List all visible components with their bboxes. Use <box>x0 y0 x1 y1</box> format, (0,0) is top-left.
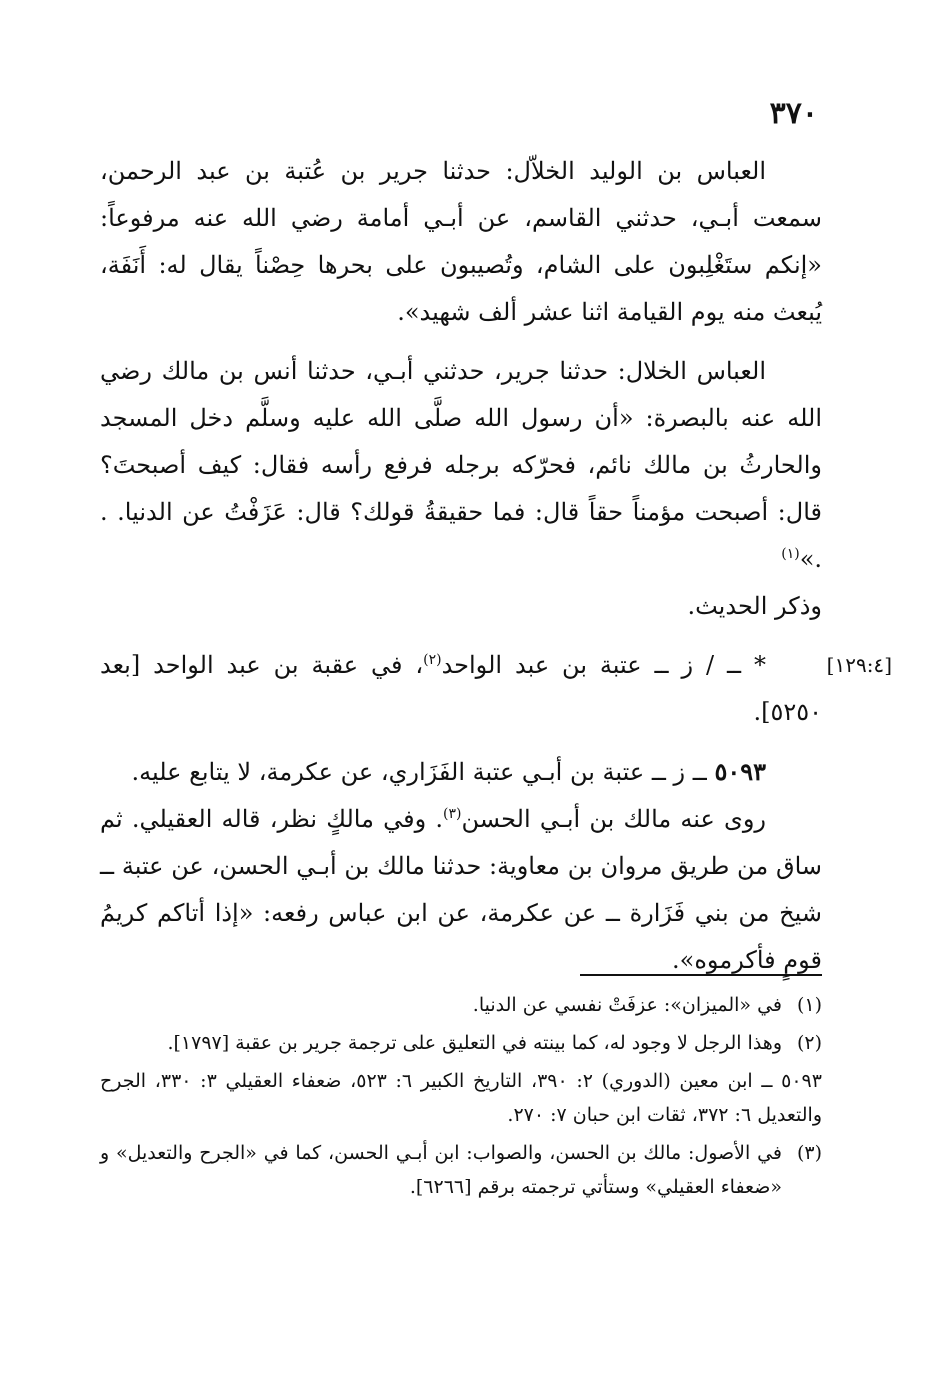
footnote-2 <box>100 1026 822 1060</box>
footnote-1 <box>100 988 822 1022</box>
footnote-ref-3: (٣) <box>443 806 462 822</box>
entry-5093 <box>100 748 822 984</box>
footnote-text: ابن معين (الدوري) ٢: ٣٩٠، التاريخ الكبير ٦: ٥٢٣، ضعفاء العقيلي ٣: ٣٣٠، الجرح والتعديل ٦: ٣٧٢، ثقات ابن حبان ٧: ٢٧٠. <box>100 1070 822 1126</box>
paragraph-text: العباس بن الوليد الخلاّل: حدثنا جرير بن عُتبة بن عبد الرحمن، سمعت أبـي، حدثني القاسم، عن أبـي أمامة رضي الله عنه مرفوعاً: «إنكم ستَغْلِبون على الشام، وتُصيبون على بحرها حِصْناً يقال له: أَنَفَة، يُبعث منه يوم القيامة اثنا عشر ألف شهيد». <box>100 157 822 326</box>
entry-body <box>100 796 822 984</box>
footnote-ref-1: (١) <box>781 546 800 562</box>
footnote-number: (١) <box>796 994 822 1016</box>
entry-body-rest: . وفي مالكٍ نظر، قاله العقيلي. ثم ساق من طريق مروان بن معاوية: حدثنا مالك بن أبـي الحسن، عن عتبة ــ شيخ من بني فَزَارة ــ عن عكرمة، عن ابن عباس رفعه: «إذا أتاكم كريمُ قومٍ فأكرموه». <box>100 805 822 974</box>
footnote-number: (٢) <box>796 1032 822 1054</box>
footnote-ref-2: (٢) <box>423 652 442 668</box>
footnotes <box>100 988 822 1208</box>
main-text <box>100 148 892 996</box>
entry-heading-text: ــ ز ــ عتبة بن أبـي عتبة الفَزَاري، عن عكرمة، لا يتابع عليه. <box>131 758 707 786</box>
paragraph-text-end: وذكر الحديث. <box>687 592 822 620</box>
entry-text <box>100 642 822 736</box>
footnote-text: في «الميزان»: عزفَتْ نفسي عن الدنيا. <box>472 994 782 1016</box>
page-number: ٣٧٠ <box>769 96 818 131</box>
paragraph-text-body: العباس الخلال: حدثنا جرير، حدثني أبـي، حدثنا أنس بن مالك رضي الله عنه بالبصرة: «أن رسول الله صلَّى الله عليه وسلَّم دخل المسجد والحارثُ بن مالك نائم، فحرّكه برجله فرفع رأسه فقال: كيف أصبحتَ؟ قال: أصبحت مؤمناً حقاً قال: فما حقيقةُ قولك؟ قال: عَزَفْتُ عن الدنيا. . .» <box>100 357 822 573</box>
footnote-divider <box>580 974 822 976</box>
entry-rest: ، في عقبة بن عبد الواحد [بعد ٥٢٥٠]. <box>100 651 822 726</box>
entry-utba-abd-al-wahid <box>100 642 892 736</box>
paragraph-1 <box>100 148 822 336</box>
margin-reference: [١٢٩:٤] <box>826 653 892 677</box>
paragraph-text <box>100 348 822 583</box>
footnote-5093 <box>100 1064 822 1132</box>
paragraph-2 <box>100 348 822 630</box>
footnote-number: ٥٠٩٣ ــ <box>761 1070 822 1092</box>
entry-number: ٥٠٩٣ <box>714 757 766 786</box>
footnote-number: (٣) <box>796 1142 822 1164</box>
entry-body-start: روى عنه مالك بن أبـي الحسن <box>461 805 766 833</box>
entry-heading <box>100 748 822 796</box>
footnote-text: وهذا الرجل لا وجود له، كما بينته في التعليق على ترجمة جرير بن عقبة [١٧٩٧]. <box>167 1032 782 1054</box>
entry-title: ــ / ز ــ عتبة بن عبد الواحد <box>441 651 742 679</box>
star-marker: * <box>754 651 766 679</box>
footnote-text: في الأصول: مالك بن الحسن، والصواب: ابن أبـي الحسن، كما في «الجرح والتعديل» و «ضعفاء العقيلي» وستأتي ترجمته برقم [٦٢٦٦]. <box>100 1142 782 1198</box>
footnote-3 <box>100 1136 822 1204</box>
